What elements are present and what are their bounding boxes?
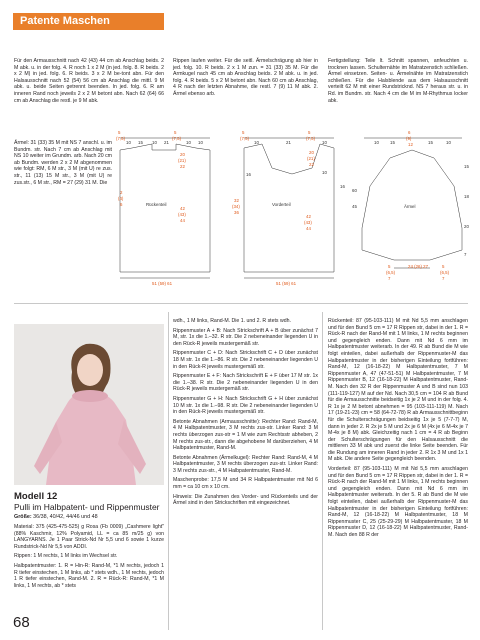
divider <box>322 312 323 630</box>
dim-label: (6,5) <box>440 270 450 275</box>
paragraph: Rippenmuster A + B: Nach Strickschrift A + B über zunächst 7 M, str. 1x die 1.–32. R str. Die 2 nebeneinander liegenden U in den Rück-R jeweils mustergemäß str. <box>173 327 318 347</box>
dim-label: 22 <box>180 164 185 169</box>
dim-label: 5 <box>174 130 177 135</box>
col3-bottom-text <box>328 318 468 542</box>
dim-label: (7,5) <box>240 136 250 141</box>
dim-label: (43) <box>304 220 312 225</box>
dim-label: (7,5) <box>116 136 126 141</box>
col2-top-text <box>173 58 318 101</box>
col1-sleeve-text <box>14 140 112 189</box>
paragraph: Betonte Abnahmen (Armausschnitte): Rechter Rand: Rand-M, 4 M Halbpatentmuster, 3 M rechts zus-str. Linker Rand: 3 M rechts überzogen zus-str = 1 M wie zum Rechtsstr abheben, 2 M rechts zus-str., dann die abgehobene M darüberziehen, 4 M Halbpatentmuster, Rand-M. <box>173 418 318 452</box>
dim-label: 20 <box>464 224 469 229</box>
dim-label: (4) <box>118 196 124 201</box>
dim-label: 45 <box>352 204 357 209</box>
dim-label: (7,5) <box>306 136 316 141</box>
dim-label: 20 <box>309 150 314 155</box>
dim-label: (43) <box>178 212 186 217</box>
dim-label: (6,5) <box>386 270 396 275</box>
dim-label: 15 <box>390 140 395 145</box>
dim-label: 7 <box>464 252 467 257</box>
dim-label: 44 <box>180 218 185 223</box>
paragraph: Rippenmuster G + H: Nach Strickschrift G + H über zunächst 10 M str. 1x die 1.–98. R str. Die 2 nebeneinander liegenden U in den Rück-R jeweils mustergemäß str. <box>173 395 318 416</box>
model-sizes <box>14 514 98 520</box>
dim-label: 36 <box>234 210 239 215</box>
divider <box>14 303 468 304</box>
back-piece-label: Rückenteil <box>146 202 167 207</box>
dim-label: 16 <box>246 172 251 177</box>
dim-label: 12 <box>408 142 413 147</box>
dim-label: 2 <box>120 190 123 195</box>
dim-label: 21 <box>164 140 169 145</box>
dim-label: 21 <box>286 140 291 145</box>
dim-label: 7 <box>388 276 391 281</box>
paragraph: Rippen laufen weiter. Für die seitl. Ärmelschrägung ab hier in jed. folg. 10. R beids. 2 x 1 M zun. = 31 (33) 35 M. Für die Armkugel nach 45 cm ab Anschlag beids. 2 M abk. u. in jed. folg. 4. R beids. 5 x 2 M betont abn. Nach 60 cm ab Anschlag, 4 R nach der letzten Abnahme, die restl. 7 (9) 11 M abk. 2. Ärmel ebenso arb. <box>173 58 318 97</box>
col2-bottom-text <box>173 318 318 510</box>
dim-label: 10 <box>254 140 259 145</box>
paragraph: Hinweis: Die Zunahmen des Vorder- und Rückenteils und der Ärmel sind in den Strickschriften mit eingezeichnet. <box>173 493 318 507</box>
dim-label: 32 <box>234 198 239 203</box>
dim-label: 15 <box>428 140 433 145</box>
dim-label: (21) <box>307 156 315 161</box>
dim-label: 15 <box>138 140 143 145</box>
dim-label: (34) <box>232 204 240 209</box>
model-subtitle: Pulli im Halbpatent- und Rippenmuster <box>14 502 160 512</box>
dim-label: 60 <box>352 188 357 193</box>
dim-label: 10 <box>374 140 379 145</box>
paragraph: Ärmel: 31 (33) 35 M mit NS 7 anschl. u. im Bundm. str. Nach 7 cm ab Anschlag mit NS 10 weiter im Grundm. arb. Nach 20 cm ab Bundm. werden 2 x 2 M abgenommen wie folgt: RM, 6 M str., 3 M (mit U) re zus. str., 11 (13) 15 M str., 3 M (mit U) re zus.str., 6 M str., RM = 27 (29) 31 M. Die <box>14 140 112 186</box>
dim-label: 42 <box>180 206 185 211</box>
dim-label: 5 <box>118 130 121 135</box>
dim-label: 6 <box>120 202 123 207</box>
dim-label: 10 <box>152 140 157 145</box>
paragraph: Rückenteil: 87 (95-103-111) M mit Nd 5,5 mm anschlagen und für den Bund 5 cm = 17 R Rippen str, dabei in der 1. R = Rück-R nach der Rand-M mit 1 M links, 1 M rechts beginnen und gegengleich enden. Dann mit Nd 6 mm im Halbpatentmuster weiterarb. In der 49. R ab Bund die M wie folgt einteilen, dabei außerhalb der Rippenmuster-M das Halbpatentmuster in der bisherigen Einteilung fortführen: Rand-M, 12 (16-18-22) M Halbpatentmuster, 7 M Rippenmuster A, 47 (47-51-51) M Halbpatentmuster, 7 M Rippenmuster B, 12 (16-18-22) M Halbpatentmuster, Rand-M. Nach den 32 R der Rippenmuster A und B sind nun 103 (111-119-127) M auf der Nd. Nach 30,5 cm = 104 R ab Bund für die Armausschnitte beidseitig 1x je 2 M und in der folg. 4. R 1x je 2 M betont abnehmen = 95 (103-111-119) M. Nach 17 (19-21-23) cm = 58 (64-72-78) R ab Armausschnittbeginn für die Schulterschrägungen beidseitig 1x je 5 (7-7-7) M, dann in jeder 2. R 2x je 5 M und 2x je 6 M (4x je 6 M-4x je 7 M-4x je 8 M) abk. Gleichzeitig nach 1 cm = 4 R ab Beginn der Schulterschrägungen für den Halsausschnitt die mittleren 33 M abk und zuerst die linke Seite beenden. Für die Rundung am inneren Rand in jeder 2. R 1x 3 M und 1x 1 M abk. Die andere Seite gegengleich beenden. <box>328 318 468 463</box>
col1-top-text <box>14 58 164 107</box>
dim-label: 16 <box>340 184 345 189</box>
dim-label: 5 <box>388 264 391 269</box>
dim-label: (9) <box>406 136 412 141</box>
paragraph: Rippenmuster E + F: Nach Strickschrift E + F über 17 M str. 1x die 1.–38. R str. Die 2 nebeneinander liegenden U in den Rück-R jeweils mustergemäß str. <box>173 373 318 393</box>
model-title: Modell 12 <box>14 491 58 502</box>
divider <box>168 312 169 630</box>
paragraph: Rippen: 1 M rechts, 1 M links im Wechsel str. <box>14 553 118 560</box>
sizes-label: Größe: <box>14 514 32 520</box>
dim-label: 51 (59) 61 <box>276 281 297 286</box>
sleeve-label: Ärmel <box>404 204 416 209</box>
paragraph: Betonte Abnahmen (Ärmelkugel): Rechter Rand: Rand-M, 4 M Halbpatentmuster, 3 M rechts überzogen zus-str. Linker Rand: 3 M rechts zus-str., 4 M Halbpatentmuster, Rand-M. <box>173 454 318 474</box>
front-piece-outline <box>244 144 334 272</box>
dim-label: 5 <box>308 130 311 135</box>
sizes-value: 36/38, 40/42, 44/46 und 48 <box>33 514 98 520</box>
schematic-diagram <box>112 128 472 290</box>
paragraph: Halbpatentmuster: 1. R = Hin-R: Rand-M, *1 M rechts, jedoch 1 R tiefer einstechen, 1 M links, ab * stets wdh., 1 M rechts, jedoch 1 R tiefer einstechen, Rand-M. 2. R = Rück-R: Rand-M, *1 M links, 1 M rechts, ab * stets <box>14 562 164 589</box>
paragraph: Vorderteil: 87 (95-103-111) M mit Nd 5,5 mm anschlagen und für den Bund 5 cm = 17 R Rippen str, dabei in der 1. R = Rück-R nach der Rand-M mit 1 M links, 1 M rechts beginnen und gegengleich enden. Dann mit Nd 6 mm im Halbpatentmuster weiterarb. In der 5. R ab Bund die M wie folgt einteilen, dabei außerhalb der Rippenmuster-M das Halbpatentmuster in der bisherigen Einteilung fortführen: Rand-M, 12 (16-18-22) M Halbpatentmuster, 18 M Rippenmuster C, 25 (25-29-29) M Halbpatentmuster, 18 M Rippenmuster D, 12 (16-18-22) M Halbpatentmuster, Rand-M. Nach den 88 R der <box>328 466 468 538</box>
dim-label: 51 (59) 61 <box>152 281 173 286</box>
dim-label: 10 <box>446 140 451 145</box>
dim-label: (7,5) <box>172 136 182 141</box>
dim-label: 5 <box>442 264 445 269</box>
col1-bottom-text <box>14 524 164 592</box>
model-photo <box>14 324 164 485</box>
dim-label: (21) <box>178 158 186 163</box>
paragraph: Fertigstellung: Teile lt. Schnitt spannen, anfeuchten u. trocknen lassen. Schulternähte im Matratzenstich schließen. Ärmel einsetzen. Seiten- u. Ärmelnähte im Matratzenstich schließen. Für die Halsblende aus dem Halsausschnitt verteilt 62 M mit einer Rundstricknd. NS 7 heraus str. u. in Rd. im Bundm. str. Nach 4 cm die M im M-Rhythmus locker abk. <box>328 58 468 104</box>
dim-label: 18 <box>464 194 469 199</box>
dim-label: 10 <box>322 140 327 145</box>
dim-label: 42 <box>306 214 311 219</box>
section-header: Patente Maschen <box>13 13 164 30</box>
paragraph: Für den Armausschnitt nach 42 (43) 44 cm ab Anschlag beids. 2 M abk. u. in der folg. 4. R noch 1 x 2 M (in jed. folg. 8. R beids. 2 x 2 M) in jed. folg. 6. R beids. 3 x 2 M be-tont abn. Für den Halsausschnitt nach 52 (54) 56 cm ab Anschlag die mittl. 9 M abk. u. beide Seiten getrennt beenden. In jed. folg. 6. R am inneren Rand noch jeweils 2 x 2 M betont abn. Nach 62 (64) 66 cm ab Anschlag die restl. je 9 M abk. <box>14 58 164 104</box>
paragraph: Rippenmuster C + D: Nach Strickschrift C + D über zunächst 18 M str. 1x die 1.–86. R str. Die 2 nebeneinander liegenden U in den Rück-R jeweils mustergemäß str. <box>173 350 318 370</box>
dim-label: 24 (26) 27 <box>408 264 429 269</box>
paragraph: wdh., 1 M links, Rand-M. Die 1. und 2. R stets wdh. <box>173 318 291 324</box>
dim-label: 10 <box>322 170 327 175</box>
dim-label: 10 <box>126 140 131 145</box>
dim-label: 22 <box>309 162 314 167</box>
dim-label: 5 <box>242 130 245 135</box>
dim-label: 7 <box>442 276 445 281</box>
dim-label: 15 <box>464 164 469 169</box>
dim-label: 10 <box>186 140 191 145</box>
dim-label: 10 <box>198 140 203 145</box>
col3-top-text <box>328 58 468 107</box>
dim-label: 44 <box>306 226 311 231</box>
page-number: 68 <box>13 614 30 631</box>
dim-label: 20 <box>180 152 185 157</box>
paragraph: Maschenprobe: 17,5 M und 34 R Halbpatentmuster mit Nd 6 mm = ca 10 cm x 10 cm. <box>173 477 318 491</box>
back-piece-outline <box>120 144 210 272</box>
dim-label: 6 <box>408 130 411 135</box>
front-piece-label: Vorderteil <box>272 202 291 207</box>
paragraph: Material: 375 (425-475-525) g Rosa (Fb 0009) „Cashmere light" (88% Kaschmir, 12% Polyamid, LL = ca 85 m/25 g) von LANGYARNS. Je 1 Paar Strick-Nd Nr 5,5 und 6 sowie 1 kurze Rundstrick-Nd Nr 5,5 von ADDI. <box>14 524 164 550</box>
